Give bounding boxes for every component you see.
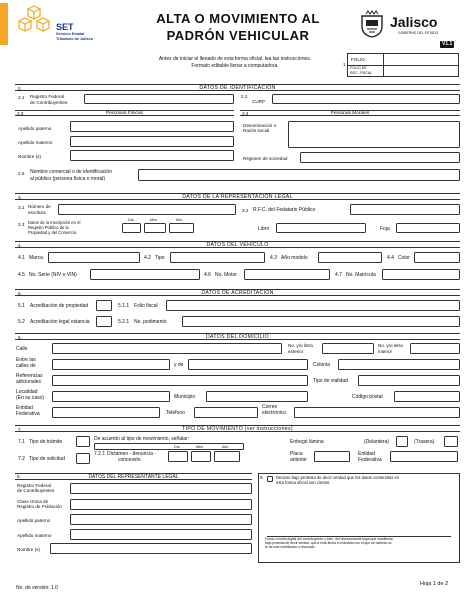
- color-num: 4.4: [387, 255, 394, 261]
- footer-version: No. de versión: 1.0: [16, 585, 58, 591]
- serie-input[interactable]: [90, 269, 200, 280]
- section-6-num: 6.: [18, 334, 22, 340]
- escritura-label-1: Número de: [28, 204, 51, 209]
- vialidad-input[interactable]: [358, 375, 460, 386]
- pm-title: Personas Morales: [330, 111, 370, 117]
- localidad-label-2: (En su caso): [16, 395, 45, 401]
- escritura-num: 3.1: [18, 205, 25, 210]
- denominacion-label-2: Razón social: [243, 128, 270, 133]
- pedimento-label: No. pedimento: [134, 319, 167, 325]
- propiedad-label: Acreditación de propiedad: [30, 303, 89, 309]
- jalisco-logo-text: Jalisco: [390, 14, 438, 30]
- folio-num: 1.: [343, 62, 347, 67]
- rfc-label-2: de Contribuyentes: [30, 100, 68, 105]
- inscripcion-label-2: Registro Público de la: [28, 225, 69, 230]
- interior-input[interactable]: [410, 343, 460, 354]
- firma-line-2: bajo protesta de decir verdad, que a esta fecha el mandato con el que se ostenta no: [265, 541, 392, 545]
- curp-label: CURP: [252, 99, 266, 104]
- pm-num: 2.4: [242, 111, 249, 117]
- section-2-header: [15, 84, 460, 91]
- inscripcion-label-1: Datos de la inscripción en el: [28, 220, 81, 225]
- tramite-select[interactable]: [76, 436, 90, 447]
- entidad-label-2: Federativa: [16, 411, 40, 417]
- set-logo-text: SET: [56, 22, 74, 32]
- dictamen-ano-input[interactable]: [214, 451, 240, 462]
- exterior-label-1: No. y/o letra: [288, 343, 313, 348]
- referencias-label-2: adicionales: [16, 379, 42, 385]
- folio-table: [347, 53, 459, 77]
- modelo-input[interactable]: [318, 252, 382, 263]
- foja-label: Foja: [380, 226, 390, 232]
- jalisco-crest-icon: [358, 10, 386, 38]
- exterior-label-2: exterior: [288, 349, 304, 354]
- section-3-header: [15, 193, 460, 200]
- propiedad-num: 5.1: [18, 303, 25, 309]
- municipio-label: Municipio: [174, 394, 196, 400]
- section-9-declaration-box: [258, 473, 460, 563]
- trasera-label: (Trasera): [414, 439, 435, 445]
- placa-anterior-input[interactable]: [314, 451, 350, 462]
- folio-fiscal-num: 5.1.1: [118, 303, 130, 309]
- correo-input[interactable]: [294, 407, 460, 418]
- signature-area[interactable]: [263, 488, 455, 534]
- dictamen-mes-label: Mes: [196, 445, 203, 449]
- municipio-input[interactable]: [206, 391, 308, 402]
- pf-title: Personas Físicas: [106, 111, 143, 117]
- postal-label: Código postal: [352, 394, 383, 400]
- tipo-label: Tipo: [155, 255, 165, 261]
- libro-input[interactable]: [276, 223, 366, 233]
- section-7-num: 7.: [18, 426, 22, 432]
- rfc-fedatario-input[interactable]: [350, 204, 460, 215]
- motor-label: No. Motor: [215, 272, 237, 278]
- rfc-num: 2.1: [18, 95, 25, 100]
- rfc-label-1: Registro Federal: [30, 94, 64, 99]
- section-6-header: [15, 333, 460, 340]
- entrega-label: Entregó lámina: [290, 439, 324, 445]
- folio-fiscal-label: Folio fiscal: [134, 303, 158, 309]
- trasera-checkbox[interactable]: [444, 436, 458, 447]
- solicitud-num: 7.2: [18, 456, 25, 462]
- section-4-num: 4.: [18, 242, 22, 248]
- set-subtitle-1: Servicio Estatal: [56, 32, 85, 36]
- declaracion-line-2: esta forma oficial son ciertos.: [276, 479, 331, 485]
- inscripcion-label-3: Propiedad y del Comercio.: [28, 230, 78, 235]
- declaracion-line-1: Declaro bajo protesta de decir verdad que los datos contenidos en: [276, 474, 400, 480]
- placa-label-2: anterior: [290, 457, 307, 463]
- section-5-title: DATOS DE ACREDITACIÓN: [201, 290, 274, 297]
- footer-page: Hoja 1 de 2: [420, 581, 449, 587]
- entidad-label-1: Entidad: [16, 405, 33, 411]
- rep-curp-input[interactable]: [70, 499, 252, 510]
- folio-rec-fiscal-input[interactable]: [384, 66, 459, 77]
- rep-nombres-label: Nombre (s): [17, 547, 40, 552]
- motor-input[interactable]: [244, 269, 330, 280]
- section-2-title: DATOS DE IDENTIFICACIÓN: [199, 85, 276, 92]
- section-9-num: 9.: [260, 475, 264, 480]
- colonia-input[interactable]: [338, 359, 460, 370]
- rep-curp-label-2: Registro de Población: [17, 504, 62, 509]
- instructions-line-1: Antes de iniciar el llenado de esta forma oficial, lea las instrucciones.: [158, 56, 312, 62]
- entre-calle-2-input[interactable]: [188, 359, 308, 370]
- rep-apellido-paterno-input[interactable]: [70, 514, 252, 525]
- dictamen-label-2: concesión: [118, 457, 141, 463]
- apellido-paterno-input[interactable]: [70, 121, 234, 132]
- nombres-input[interactable]: [70, 150, 234, 161]
- escritura-label-2: escritura: [28, 210, 46, 215]
- tipo-num: 4.2: [144, 255, 151, 261]
- delantera-label: (Delantera): [364, 439, 390, 445]
- inscripcion-num: 3.3: [18, 222, 25, 227]
- section-3-title: DATOS DE LA REPRESENTACIÓN LEGAL: [182, 194, 293, 201]
- interior-label-2: interior: [378, 349, 393, 354]
- entre-calle-1-input[interactable]: [52, 359, 170, 370]
- referencias-input[interactable]: [52, 375, 308, 386]
- estancia-num: 5.2: [18, 319, 25, 325]
- acuerdo-label: De acuerdo al tipo de movimiento, señalar:: [94, 436, 190, 442]
- modelo-num: 4.3: [270, 255, 277, 261]
- marca-label: Marca: [29, 255, 43, 261]
- set-logo: [14, 5, 54, 41]
- placa-label-1: Placa: [290, 451, 303, 457]
- matricula-label: No. Matrícula: [346, 272, 376, 278]
- section-7-header: [15, 425, 460, 432]
- inscripcion-ano-label: Año: [176, 218, 183, 222]
- apellido-paterno-label: Apellido paterno: [18, 126, 52, 131]
- solicitud-select[interactable]: [76, 453, 90, 464]
- rep-rfc-input[interactable]: [70, 483, 252, 494]
- form-title-line-2: PADRÓN VEHICULAR: [166, 28, 310, 43]
- inscripcion-dia-label: Día: [128, 218, 134, 222]
- calle-label: Calle: [16, 346, 28, 352]
- folio-input[interactable]: [384, 54, 459, 65]
- firma-line-1: Firma o huella digital del contribuyente o bien, del representante legal que manifiesta: [265, 537, 393, 541]
- tramite-num: 7.1: [18, 439, 25, 445]
- marca-num: 4.1: [18, 255, 25, 261]
- entre-label-2: calles de: [16, 363, 36, 369]
- dictamen-label-1: Dictamen - denuncia -: [107, 451, 156, 457]
- correo-label-1: Correo: [262, 404, 278, 410]
- matricula-input[interactable]: [382, 269, 460, 280]
- postal-input[interactable]: [394, 391, 460, 402]
- curp-num: 2.2: [241, 94, 248, 99]
- curp-input[interactable]: [272, 94, 460, 104]
- section-8-header: [15, 473, 252, 480]
- localidad-input[interactable]: [52, 391, 170, 402]
- delantera-checkbox[interactable]: [396, 436, 408, 447]
- nombre-comercial-input[interactable]: [138, 169, 460, 181]
- folio-label: FOLIO: [351, 57, 365, 62]
- serie-label: No. Serie (NIV o VIN): [29, 272, 77, 278]
- colonia-label: Colonia: [313, 362, 330, 368]
- marca-input[interactable]: [48, 252, 140, 263]
- orange-header-bar: [0, 3, 8, 45]
- rfc-fedatario-num: 3.2: [242, 208, 249, 213]
- set-subtitle-2: Tributario de Jalisco: [56, 37, 93, 41]
- telefono-label: Teléfono: [166, 410, 185, 416]
- apellido-materno-label: Apellido materno: [18, 140, 53, 145]
- inscripcion-mes-input[interactable]: [144, 223, 166, 233]
- rfc-fedatario-label: R.F.C. del Fedatario Público: [253, 207, 316, 213]
- dictamen-dia-label: Día: [174, 445, 180, 449]
- tramite-label: Tipo de trámite: [29, 439, 63, 445]
- telefono-input[interactable]: [194, 407, 258, 418]
- comercial-label-2: al público (persona física o moral): [30, 176, 106, 182]
- section-6-title: DATOS DEL DOMICILIO: [206, 334, 269, 341]
- matricula-num: 4.7: [335, 272, 342, 278]
- denominacion-label-1: Denominación o: [243, 123, 277, 128]
- pedimento-input[interactable]: [182, 316, 460, 327]
- rep-apellido-materno-input[interactable]: [70, 529, 252, 540]
- entidad-7-label-2: Federativa: [358, 457, 382, 463]
- folio-rec-label-2: REC. FISCAL: [350, 71, 373, 75]
- rep-rfc-label-2: de Contribuyentes: [17, 488, 55, 493]
- declaration-checkbox[interactable]: [267, 476, 273, 482]
- instructions-line-2: Formato editable llenar a computadora.: [191, 63, 279, 69]
- rfc-input[interactable]: [84, 94, 234, 104]
- version-badge: V1.1: [442, 40, 453, 47]
- section-4-header: [15, 241, 460, 248]
- solicitud-label: Tipo de solicitud: [29, 456, 65, 462]
- entidad-input[interactable]: [52, 407, 160, 418]
- regimen-label: Régimen de sociedad: [243, 156, 288, 161]
- propiedad-checkbox[interactable]: [96, 300, 112, 311]
- y-de-label: y de: [174, 362, 184, 368]
- dictamen-num: 7.2.1: [94, 451, 106, 457]
- folio-fiscal-input[interactable]: [166, 300, 460, 311]
- comercial-num: 2.5: [18, 171, 25, 176]
- exterior-input[interactable]: [322, 343, 374, 354]
- vialidad-label: Tipo de vialidad: [313, 378, 348, 384]
- personas-fisicas-header: [15, 110, 234, 116]
- rep-apellido-materno-label: Apellido materno: [17, 533, 52, 538]
- inscripcion-dia-input[interactable]: [122, 223, 141, 233]
- color-input[interactable]: [414, 252, 460, 263]
- section-3-num: 3.: [18, 194, 22, 200]
- jalisco-subtitle: GOBIERNO DEL ESTADO: [398, 31, 439, 35]
- tipo-input[interactable]: [170, 252, 265, 263]
- estancia-label: Acreditación legal estancia: [30, 319, 90, 325]
- inscripcion-ano-input[interactable]: [169, 223, 194, 233]
- dictamen-dia-input[interactable]: [168, 451, 188, 462]
- referencias-label-1: Referencias: [16, 373, 43, 379]
- rep-nombres-input[interactable]: [50, 543, 252, 554]
- section-2-num: 2.: [18, 85, 22, 91]
- section-7-title: TIPO DE MOVIMIENTO (ver instrucciones): [182, 426, 293, 433]
- comercial-label-1: Nombre comercial o de identificación: [30, 169, 112, 175]
- calle-input[interactable]: [52, 343, 282, 354]
- section-8-num: 8.: [17, 474, 21, 480]
- set-cubes-icon: [19, 6, 49, 31]
- entidad-7-input[interactable]: [390, 451, 458, 462]
- section-5-header: [15, 289, 460, 296]
- rep-rfc-label-1: Registro Federal: [17, 483, 51, 488]
- pf-num: 2.3: [17, 111, 24, 117]
- razon-social-input[interactable]: [288, 121, 460, 148]
- section-5-num: 5.: [18, 290, 22, 296]
- correo-label-2: electrónico: [262, 410, 287, 416]
- libro-label: Libro: [258, 226, 270, 232]
- interior-label-1: No. y/o letra: [378, 343, 403, 348]
- entidad-7-label-1: Entidad: [358, 451, 375, 457]
- regimen-input[interactable]: [300, 152, 460, 163]
- foja-input[interactable]: [396, 223, 460, 233]
- dictamen-ano-label: Año: [222, 445, 229, 449]
- escritura-input[interactable]: [58, 204, 236, 215]
- localidad-label-1: Localidad: [16, 389, 38, 395]
- folio-rec-label-1: FOLIO DE: [350, 66, 367, 70]
- pedimento-num: 5.2.1: [118, 319, 130, 325]
- firma-line-3: le ha sido modificado o revocado.: [265, 545, 316, 549]
- section-8-title: DATOS DEL REPRESENTANTE LEGAL: [88, 474, 179, 481]
- estancia-checkbox[interactable]: [96, 316, 112, 327]
- rep-curp-label-1: Clave Única de: [17, 499, 49, 504]
- color-label: Color: [398, 255, 410, 261]
- entre-label-1: Entre las: [16, 357, 36, 363]
- form-title-line-1: ALTA O MOVIMIENTO AL: [156, 11, 320, 26]
- rep-apellido-paterno-label: Apellido paterno: [17, 518, 51, 523]
- inscripcion-mes-label: Mes: [150, 218, 157, 222]
- personas-morales-header: [240, 110, 460, 116]
- nombres-label: Nombre (s): [18, 154, 41, 159]
- apellido-materno-input[interactable]: [70, 136, 234, 147]
- serie-num: 4.5: [18, 272, 25, 278]
- dictamen-mes-input[interactable]: [191, 451, 211, 462]
- modelo-label: Año modelo: [281, 255, 308, 261]
- motor-num: 4.6: [204, 272, 211, 278]
- section-4-title: DATOS DEL VEHÍCULO: [206, 242, 269, 249]
